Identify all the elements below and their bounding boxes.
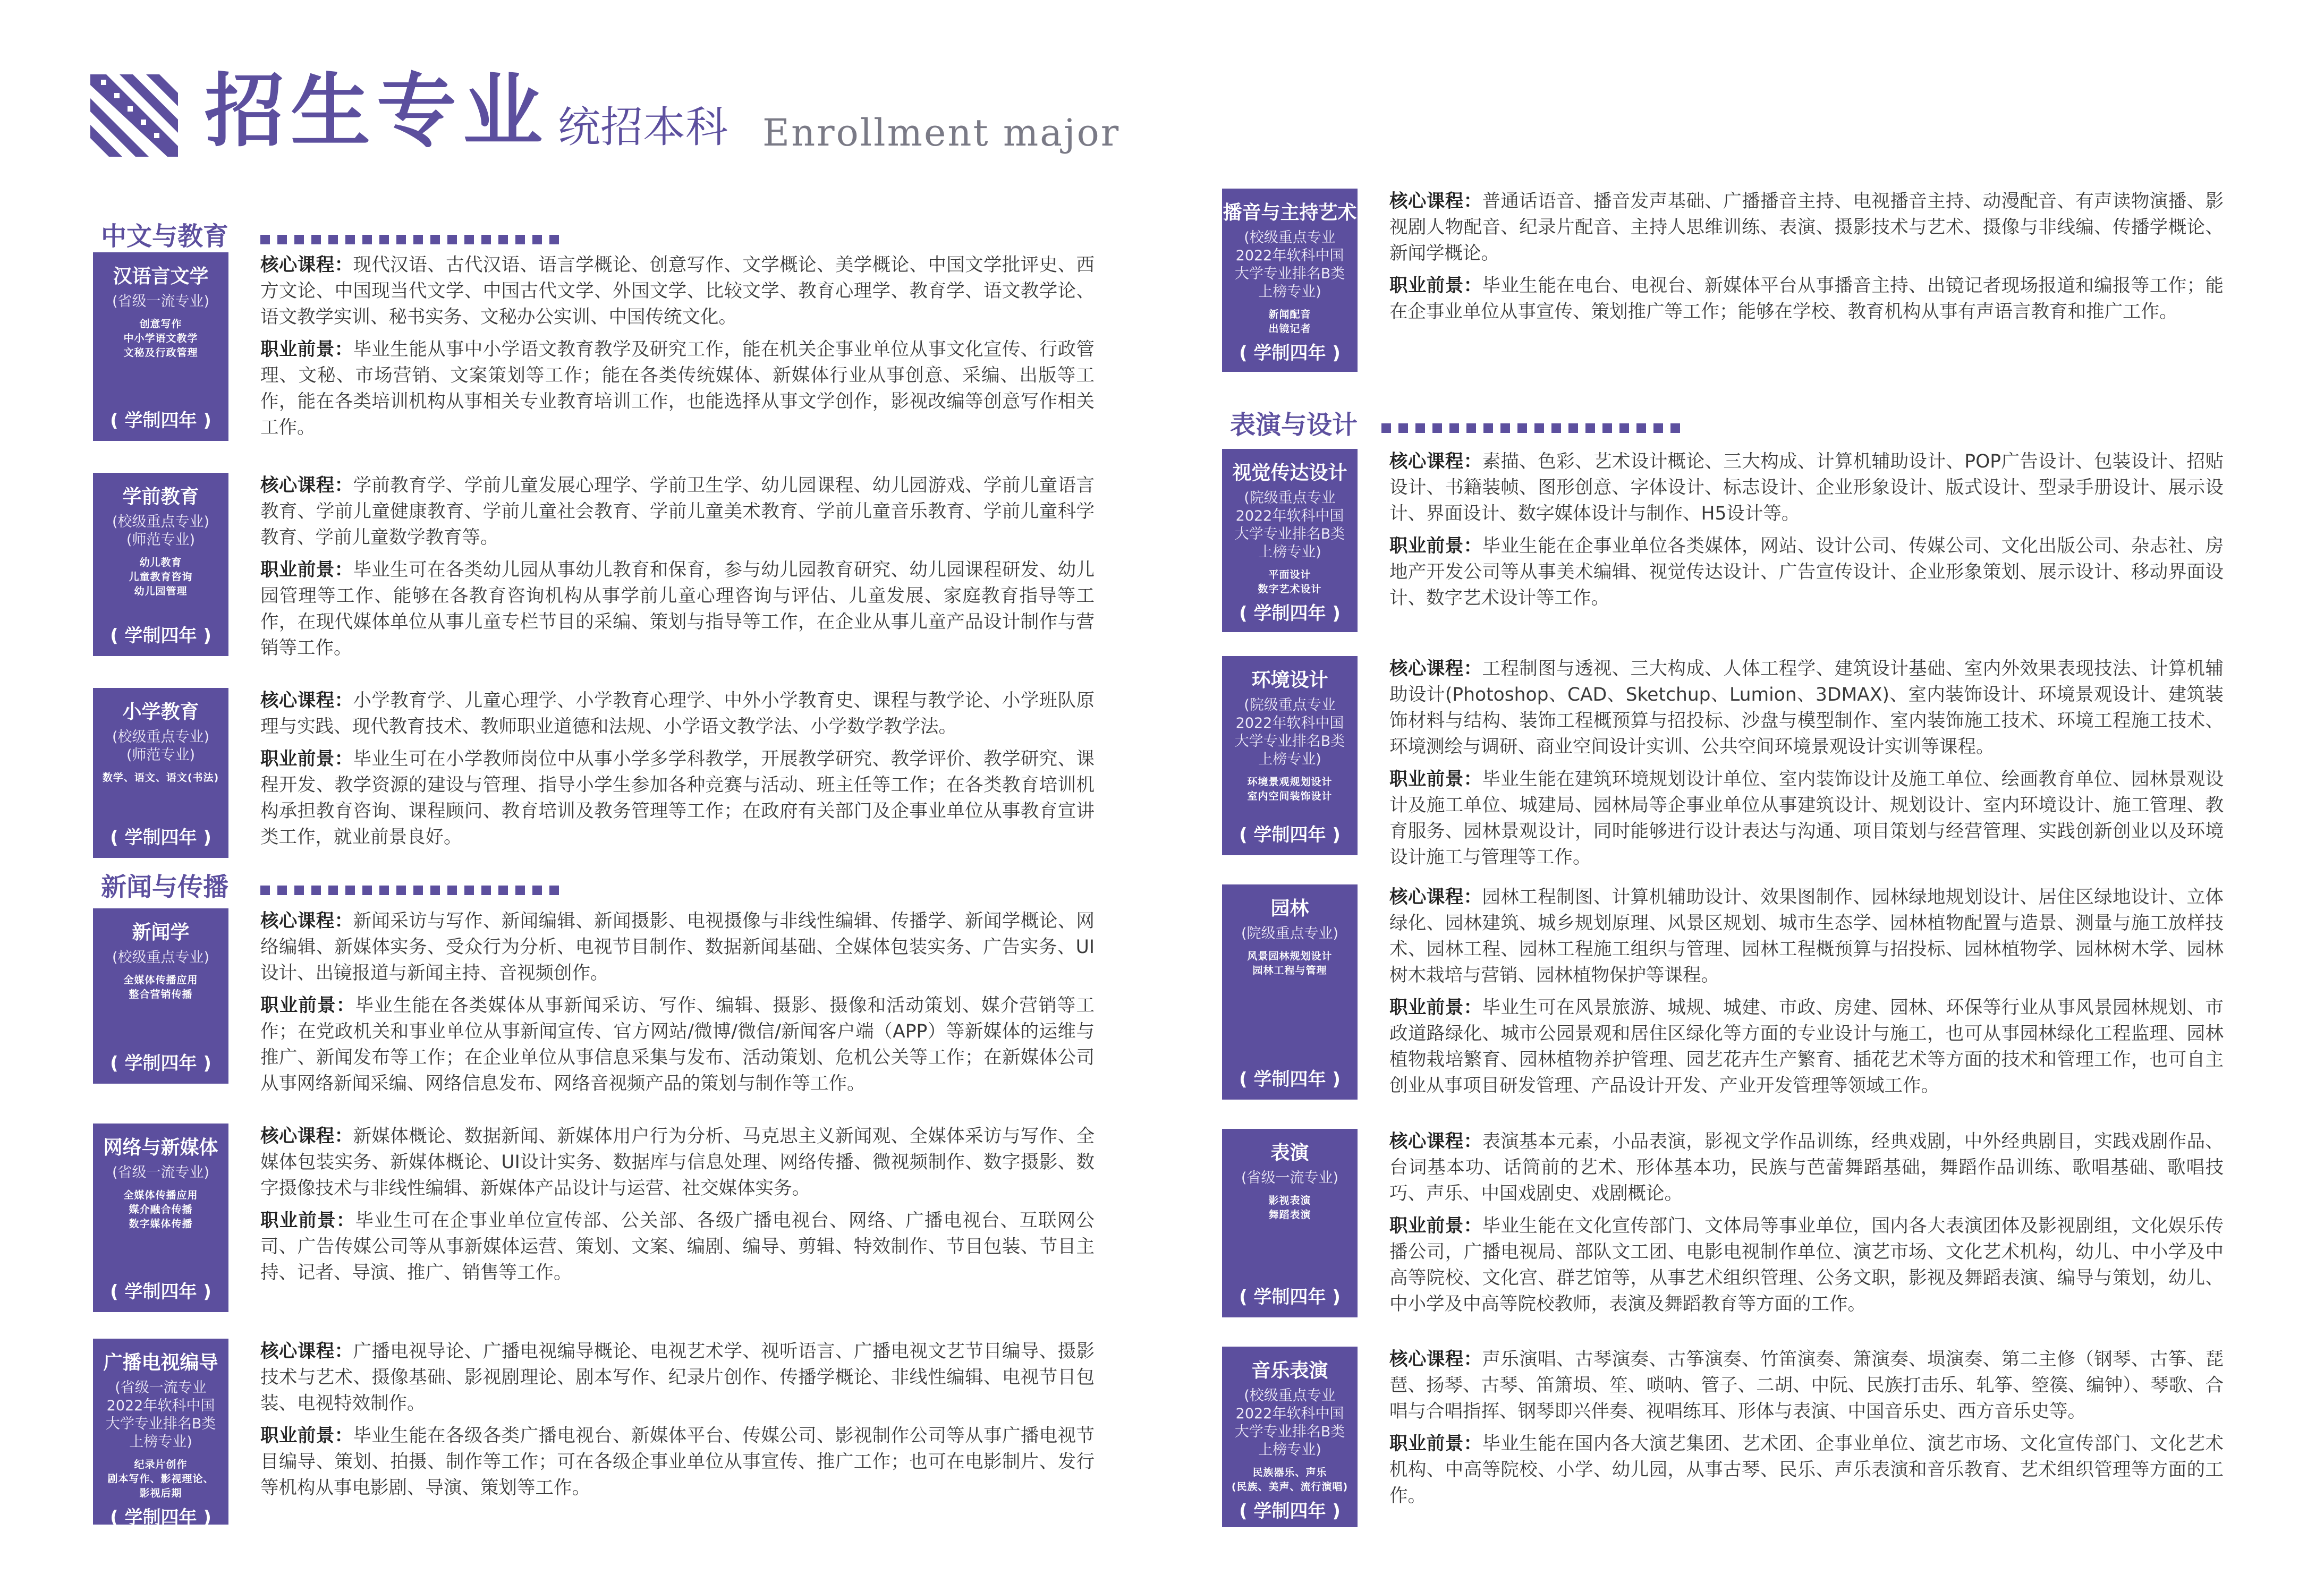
major-duration: ( 学制四年 ): [110, 410, 211, 431]
career-text: 毕业生可在企事业单位宣传部、公关部、各级广播电视台、网络、广播电视台、互联网公司、广告传媒公司等从事新媒体运营、策划、文案、编剧、编导、剪辑、特效制作、节目包装、节目主持、记者、导演、推广、销售等工作。: [260, 1210, 1095, 1283]
career-label: 职业前景：: [260, 748, 353, 770]
core-courses: [260, 908, 1095, 986]
major-name: 园林: [1270, 898, 1309, 920]
career-text: 毕业生能在各级各类广播电视台、新媒体平台、传媒公司、影视制作公司等从事广播电视节目编导、策划、拍摄、制作等工作；可在各级企事业单位从事宣传、推广工作；也可在电影制片、发行等机构从事电影剧、导演、策划等工作。: [260, 1425, 1095, 1499]
major-level-note: (校级重点专业) (师范专业): [112, 514, 210, 548]
core-courses: [1389, 1129, 2224, 1207]
career-prospects: [1389, 1431, 2224, 1509]
major-duration: ( 学制四年 ): [110, 1507, 211, 1528]
career-text: 毕业生能在建筑环境规划设计单位、室内装饰设计及施工单位、绘画教育单位、园林景观设计及施工单位、城建局、园林局等企事业单位从事建筑设计、规划设计、室内环境设计、施工管理、教育服务、园林景观设计，同时能够进行设计表达与沟通、项目策划与经营管理、实践创新创业以及环境设计施工与管理等工作。: [1389, 769, 2224, 868]
core-text: 现代汉语、古代汉语、语言学概论、创意写作、文学概论、美学概论、中国文学批评史、西方文论、中国现当代文学、中国古代文学、外国文学、比较文学、教育心理学、教育学、语文教学论、语文教学实训、秘书实务、文秘办公实训、中国传统文化。: [260, 254, 1095, 328]
core-text: 广播电视导论、广播电视编导概论、电视艺术学、视听语言、广播电视文艺节目编导、摄影技术与艺术、摄像基础、影视剧理论、剧本写作、纪录片创作、传播学概论、非线性编辑、电视节目包装、电视特效制作。: [260, 1341, 1095, 1414]
major-directions: 平面设计 数字艺术设计: [1258, 569, 1322, 595]
page-title: 招生专业: [205, 65, 549, 158]
major-duration: ( 学制四年 ): [110, 1053, 211, 1074]
major-level-note: (院级重点专业): [1241, 925, 1339, 942]
core-courses: [260, 252, 1095, 330]
core-text: 表演基本元素，小品表演，影视文学作品训练，经典戏剧，中外经典剧目，实践戏剧作品、台词基本功、话筒前的艺术、形体基本功，民族与芭蕾舞蹈基础，舞蹈作品训练、歌唱基础、歌唱技巧、声乐、中国戏剧史、戏剧概论。: [1389, 1131, 2224, 1204]
career-prospects: [260, 337, 1095, 441]
core-courses: [1389, 1347, 2224, 1425]
section-divider-dots: [1381, 423, 1680, 433]
section-divider-dots: [260, 235, 559, 244]
major-card: [93, 688, 228, 858]
core-courses: [260, 473, 1095, 551]
core-label: 核心课程：: [1389, 451, 1482, 472]
core-text: 工程制图与透视、三大构成、人体工程学、建筑设计基础、室内外效果表现技法、计算机辅助设计(Photoshop、CAD、Sketchup、Lumion、3DMAX)、室内装饰设计、环境景观设计、建筑装饰材料与结构、装饰工程概预算与招投标、沙盘与模型制作、室内装饰施工技术、环境工程施工技术、环境测绘与调研、商业空间设计实训、公共空间环境景观设计实训等课程。: [1389, 658, 2224, 758]
major-directions: 新闻配音 出镜记者: [1268, 309, 1311, 335]
major-name: 广播电视编导: [103, 1352, 218, 1374]
major-name: 视觉传达设计: [1232, 462, 1347, 484]
core-label: 核心课程：: [1389, 1131, 1482, 1152]
core-label: 核心课程：: [260, 1341, 353, 1362]
core-text: 学前教育学、学前儿童发展心理学、学前卫生学、幼儿园课程、幼儿园游戏、学前儿童语言教育、学前儿童健康教育、学前儿童社会教育、学前儿童美术教育、学前儿童音乐教育、学前儿童科学教育、学前儿童数学教育等。: [260, 475, 1095, 548]
career-text: 毕业生能在企事业单位各类媒体，网站、设计公司、传媒公司、文化出版公司、杂志社、房地产开发公司等从事美术编辑、视觉传达设计、广告宣传设计、企业形象策划、展示设计、移动界面设计、数字艺术设计等工作。: [1389, 535, 2224, 609]
major-card: [1222, 449, 1358, 632]
major-directions: 数学、语文、语文(书法): [102, 772, 219, 784]
major-directions: 幼儿教育 儿童教育咨询 幼儿园管理: [129, 557, 193, 597]
core-text: 普通话语音、播音发声基础、广播播音主持、电视播音主持、动漫配音、有声读物演播、影视剧人物配音、纪录片配音、主持人思维训练、表演、摄影技术与艺术、摄像与非线编、传播学概论、新闻学概论。: [1389, 191, 2224, 264]
core-text: 新闻采访与写作、新闻编辑、新闻摄影、电视摄像与非线性编辑、传播学、新闻学概论、网络编辑、新媒体实务、受众行为分析、电视节目制作、数据新闻基础、全媒体包装实务、广告实务、UI设计、出镜报道与新闻主持、音视频创作。: [260, 910, 1095, 984]
career-text: 毕业生可在风景旅游、城规、城建、市政、房建、园林、环保等行业从事风景园林规划、市政道路绿化、城市公园景观和居住区绿化等方面的专业设计与施工，也可从事园林绿化工程监理、园林植物栽培繁育、园林植物养护管理、园艺花卉生产繁育、插花艺术等方面的技术和管理工作，也可自主创业从事项目研发管理、产品设计开发、产业开发管理等领域工作。: [1389, 997, 2224, 1096]
career-label: 职业前景：: [260, 339, 353, 360]
major-name: 播音与主持艺术: [1223, 202, 1357, 224]
major-name: 网络与新媒体: [103, 1137, 218, 1159]
career-prospects: [260, 746, 1095, 850]
major-name: 环境设计: [1251, 669, 1328, 691]
major-description: [260, 1124, 1095, 1292]
core-text: 园林工程制图、计算机辅助设计、效果图制作、园林绿地规划设计、居住区绿地设计、立体绿化、园林建筑、城乡规划原理、风景区规划、城市生态学、园林植物配置与造景、测量与施工放样技术、园林工程、园林工程施工组织与管理、园林工程概预算与招投标、园林植物学、园林树木学、园林树木栽培与营销、园林植物保护等课程。: [1389, 887, 2224, 986]
major-card: [1222, 189, 1358, 372]
core-text: 素描、色彩、艺术设计概论、三大构成、计算机辅助设计、POP广告设计、包装设计、招贴设计、书籍装帧、图形创意、字体设计、标志设计、企业形象设计、版式设计、型录手册设计、展示设计、界面设计、数字媒体设计与制作、H5设计等。: [1389, 451, 2224, 524]
page-subtitle: 统招本科: [558, 103, 728, 152]
major-duration: ( 学制四年 ): [1239, 1069, 1341, 1090]
major-level-note: (省级一流专业): [1241, 1170, 1339, 1186]
career-prospects: [1389, 1213, 2224, 1317]
major-directions: 风景园林规划设计 园林工程与管理: [1247, 950, 1333, 976]
career-label: 职业前景：: [1389, 1215, 1482, 1237]
section-divider-dots: [260, 886, 559, 895]
major-description: [1389, 1347, 2224, 1516]
major-level-note: (校级重点专业): [112, 949, 210, 966]
major-directions: 全媒体传播应用 媒介融合传播 数字媒体传播: [123, 1189, 198, 1230]
career-prospects: [260, 557, 1095, 661]
core-text: 声乐演唱、古琴演奏、古筝演奏、竹笛演奏、箫演奏、埙演奏、第二主修（钢琴、古筝、琵琶、扬琴、古琴、笛箫埙、笙、唢呐、管子、二胡、中阮、民族打击乐、轧筝、箜篌、编钟）、琴歌、合唱与合唱指挥、钢琴即兴伴奏、视唱练耳、形体与表演、中国音乐史、西方音乐史等。: [1389, 1349, 2224, 1422]
career-prospects: [260, 993, 1095, 1097]
major-name: 音乐表演: [1251, 1360, 1328, 1382]
career-text: 毕业生能在国内各大演艺集团、艺术团、企事业单位、演艺市场、文化宣传部门、文化艺术机构、中高等院校、小学、幼儿园，从事古琴、民乐、声乐表演和音乐教育、艺术组织管理等方面的工作。: [1389, 1433, 2224, 1507]
career-label: 职业前景：: [260, 1425, 353, 1446]
major-card: [93, 1124, 228, 1312]
core-label: 核心课程：: [1389, 887, 1482, 908]
career-prospects: [1389, 995, 2224, 1099]
major-card: [1222, 1347, 1358, 1527]
major-card: [93, 252, 228, 441]
career-label: 职业前景：: [1389, 1433, 1482, 1454]
career-text: 毕业生能在文化宣传部门、文体局等事业单位，国内各大表演团体及影视剧组，文化娱乐传播公司，广播电视局、部队文工团、电影电视制作单位、演艺市场、文化艺术机构，幼儿、中小学及中高等院校、文化宫、群艺馆等，从事艺术组织管理、公务文职，影视及舞蹈表演、编导与策划，幼儿、中小学及中高等院校教师，表演及舞蹈教育等方面的工作。: [1389, 1215, 2224, 1315]
career-text: 毕业生能从事中小学语文教育教学及研究工作，能在机关企事业单位从事文化宣传、行政管理、文秘、市场营销、文案策划等工作；能在各类传统媒体、新媒体行业从事创意、采编、出版等工作，能在各类培训机构从事相关专业教育培训工作，也能选择从事文学创作，影视改编等创意写作相关工作。: [260, 339, 1095, 438]
major-description: [1389, 1129, 2224, 1324]
core-text: 新媒体概论、数据新闻、新媒体用户行为分析、马克思主义新闻观、全媒体采访与写作、全媒体包装实务、新媒体概论、UI设计实务、数据库与信息处理、网络传播、微视频制作、数字摄影、数字摄像技术与非线性编辑、新媒体产品设计与运营、社交媒体实务。: [260, 1126, 1095, 1199]
major-directions: 创意写作 中小学语文教学 文秘及行政管理: [123, 318, 198, 359]
career-label: 职业前景：: [260, 995, 355, 1016]
major-duration: ( 学制四年 ): [110, 625, 211, 646]
core-label: 核心课程：: [260, 1126, 353, 1147]
major-level-note: (省级一流专业 2022年软科中国 大学专业排名B类 上榜专业): [105, 1380, 216, 1450]
major-level-note: (校级重点专业 2022年软科中国 大学专业排名B类 上榜专业): [1234, 229, 1345, 300]
career-prospects: [1389, 533, 2224, 611]
core-label: 核心课程：: [1389, 658, 1482, 679]
core-courses: [1389, 449, 2224, 527]
career-label: 职业前景：: [1389, 997, 1482, 1018]
core-courses: [1389, 884, 2224, 989]
major-description: [260, 908, 1095, 1103]
core-courses: [260, 1339, 1095, 1417]
major-level-note: (院级重点专业 2022年软科中国 大学专业排名B类 上榜专业): [1234, 697, 1345, 768]
major-card: [1222, 1129, 1358, 1317]
core-label: 核心课程：: [260, 690, 353, 711]
major-level-note: (院级重点专业 2022年软科中国 大学专业排名B类 上榜专业): [1234, 490, 1345, 560]
major-card: [93, 473, 228, 656]
major-level-note: (省级一流专业): [112, 293, 210, 310]
major-name: 小学教育: [122, 701, 199, 723]
core-courses: [260, 688, 1095, 740]
major-card: [93, 1339, 228, 1528]
major-name: 新闻学: [132, 922, 190, 943]
core-label: 核心课程：: [260, 254, 353, 276]
major-level-note: (校级重点专业 2022年软科中国 大学专业排名B类 上榜专业): [1234, 1388, 1345, 1458]
core-label: 核心课程：: [1389, 191, 1482, 212]
career-prospects: [1389, 767, 2224, 871]
core-label: 核心课程：: [260, 910, 353, 932]
career-prospects: [1389, 273, 2224, 325]
section-title: 表演与设计: [1230, 410, 1358, 440]
major-level-note: (省级一流专业): [112, 1164, 210, 1181]
major-card: [1222, 656, 1358, 855]
core-courses: [1389, 656, 2224, 760]
career-label: 职业前景：: [1389, 535, 1482, 557]
career-label: 职业前景：: [260, 1210, 355, 1231]
major-name: 汉语言文学: [113, 266, 209, 287]
major-duration: ( 学制四年 ): [110, 827, 211, 848]
major-duration: ( 学制四年 ): [110, 1281, 211, 1303]
career-text: 毕业生可在小学教师岗位中从事小学多学科教学，开展教学研究、教学评价、教学研究、课程开发、教学资源的建设与管理、指导小学生参加各种竞赛与活动、班主任等工作；在各类教育培训机构承担教育咨询、课程顾问、教育培训及教务管理等工作；在政府有关部门及企事业单位从事教育宣讲类工作，就业前景良好。: [260, 748, 1095, 848]
major-description: [1389, 884, 2224, 1105]
core-courses: [1389, 189, 2224, 267]
major-directions: 纪录片创作 剧本写作、影视理论、 影视后期: [107, 1459, 214, 1499]
career-label: 职业前景：: [1389, 275, 1482, 296]
major-name: 表演: [1270, 1142, 1309, 1164]
major-description: [260, 1339, 1095, 1508]
major-description: [1389, 656, 2224, 877]
page-english-title: Enrollment major: [762, 111, 1121, 155]
core-label: 核心课程：: [260, 475, 353, 496]
major-duration: ( 学制四年 ): [1239, 1287, 1341, 1308]
core-label: 核心课程：: [1389, 1349, 1482, 1370]
core-text: 小学教育学、儿童心理学、小学教育心理学、中外小学教育史、课程与教学论、小学班队原理与实践、现代教育技术、教师职业道德和法规、小学语文教学法、小学数学教学法。: [260, 690, 1095, 737]
section-header: [1222, 406, 2232, 444]
career-label: 职业前景：: [1389, 769, 1482, 790]
major-directions: 全媒体传播应用 整合营销传播: [123, 974, 198, 1000]
section-header: [93, 218, 1102, 255]
major-card: [93, 908, 228, 1084]
major-level-note: (校级重点专业) (师范专业): [112, 729, 210, 763]
major-description: [1389, 449, 2224, 618]
stair-stripes-logo-icon: [90, 74, 178, 157]
career-text: 毕业生能在电台、电视台、新媒体平台从事播音主持、出镜记者现场报道和编报等工作；能在企事业单位从事宣传、策划推广等工作；能够在学校、教育机构从事有声语言教育和推广工作。: [1389, 275, 2224, 322]
major-name: 学前教育: [122, 486, 199, 508]
major-duration: ( 学制四年 ): [1239, 343, 1341, 364]
major-description: [260, 688, 1095, 857]
core-courses: [260, 1124, 1095, 1202]
major-directions: 环境景观规划设计 室内空间装饰设计: [1247, 776, 1333, 802]
career-prospects: [260, 1208, 1095, 1286]
career-label: 职业前景：: [260, 559, 353, 581]
major-duration: ( 学制四年 ): [1239, 603, 1341, 624]
major-card: [1222, 884, 1358, 1100]
major-directions: 影视表演 舞蹈表演: [1268, 1195, 1311, 1221]
section-header: [93, 869, 1102, 906]
career-text: 毕业生可在各类幼儿园从事幼儿教育和保育，参与幼儿园教育研究、幼儿园课程研发、幼儿园管理等工作、能够在各教育咨询机构从事学前儿童心理咨询与评估、儿童发展、家庭教育指导等工作，在现代媒体单位从事儿童专栏节目的采编、策划与指导等工作，在企业从事儿童产品设计制作与营销等工作。: [260, 559, 1095, 659]
career-text: 毕业生能在各类媒体从事新闻采访、写作、编辑、摄影、摄像和活动策划、媒介营销等工作；在党政机关和事业单位从事新闻宣传、官方网站/微博/微信/新闻客户端（APP）等新媒体的运维与推广、新闻发布等工作；在企业单位从事信息采集与发布、活动策划、危机公关等工作；在新媒体公司从事网络新闻采编、网络信息发布、网络音视频产品的策划与制作等工作。: [260, 995, 1095, 1094]
major-duration: ( 学制四年 ): [1239, 824, 1341, 846]
major-duration: ( 学制四年 ): [1239, 1501, 1341, 1522]
major-description: [260, 473, 1095, 668]
major-directions: 民族器乐、声乐 (民族、美声、流行演唱): [1231, 1467, 1348, 1493]
section-title: 中文与教育: [101, 222, 229, 251]
career-prospects: [260, 1423, 1095, 1501]
section-title: 新闻与传播: [101, 872, 229, 902]
major-description: [260, 252, 1095, 447]
major-description: [1389, 189, 2224, 331]
